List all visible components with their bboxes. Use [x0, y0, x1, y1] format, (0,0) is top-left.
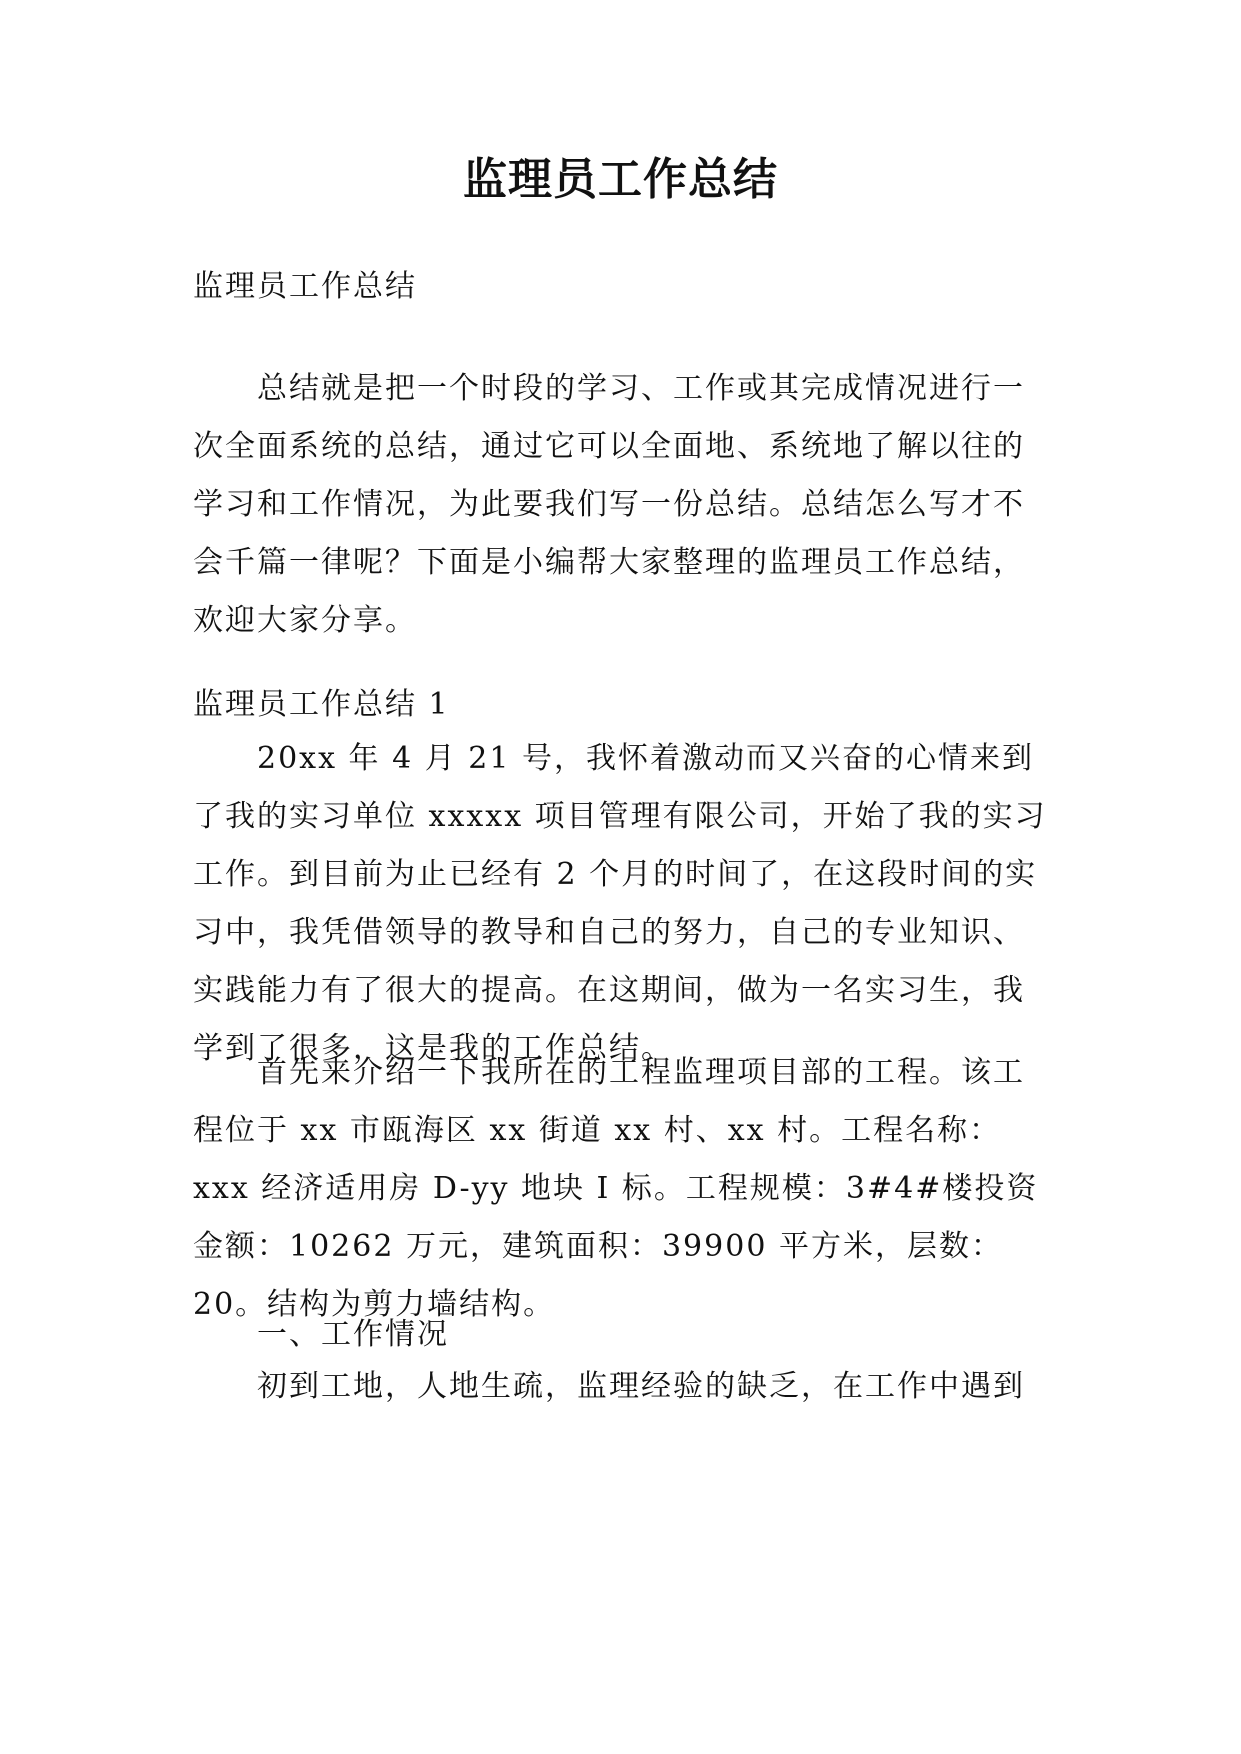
document-title: 监理员工作总结: [463, 154, 778, 205]
section-heading: 监理员工作总结 1: [193, 687, 450, 722]
subsection-heading: 一、工作情况: [257, 1317, 449, 1352]
section-paragraph: 20xx 年 4 月 21 号，我怀着激动而又兴奋的心情来到了我的实习单位 xxxxx 项目管理有限公司，开始了我的实习工作。到目前为止已经有 2 个月的时间了，在这段时间的实习中，我凭借领导的教导和自己的努力，自己的专业知识、实践能力有了很大的提高。在这期间，做为一名实习生，我学到了很多，这是我的工作总结。: [193, 741, 1047, 1066]
section-paragraph: 初到工地，人地生疏，监理经验的缺乏，在工作中遇到: [257, 1369, 1025, 1404]
document-subtitle: 监理员工作总结: [193, 269, 417, 304]
intro-paragraph: 总结就是把一个时段的学习、工作或其完成情况进行一次全面系统的总结，通过它可以全面地、系统地了解以往的学习和工作情况，为此要我们写一份总结。总结怎么写才不会千篇一律呢？下面是小编帮大家整理的监理员工作总结，欢迎大家分享。: [193, 371, 1025, 638]
section-paragraph: 首先来介绍一下我所在的工程监理项目部的工程。该工程位于 xx 市瓯海区 xx 街道 xx 村、xx 村。工程名称：xxx 经济适用房 D-yy 地块 I 标。工程规模：3#4#楼投资金额：10262 万元，建筑面积：39900 平方米，层数：20。结构为剪力墙结构。: [193, 1055, 1039, 1322]
